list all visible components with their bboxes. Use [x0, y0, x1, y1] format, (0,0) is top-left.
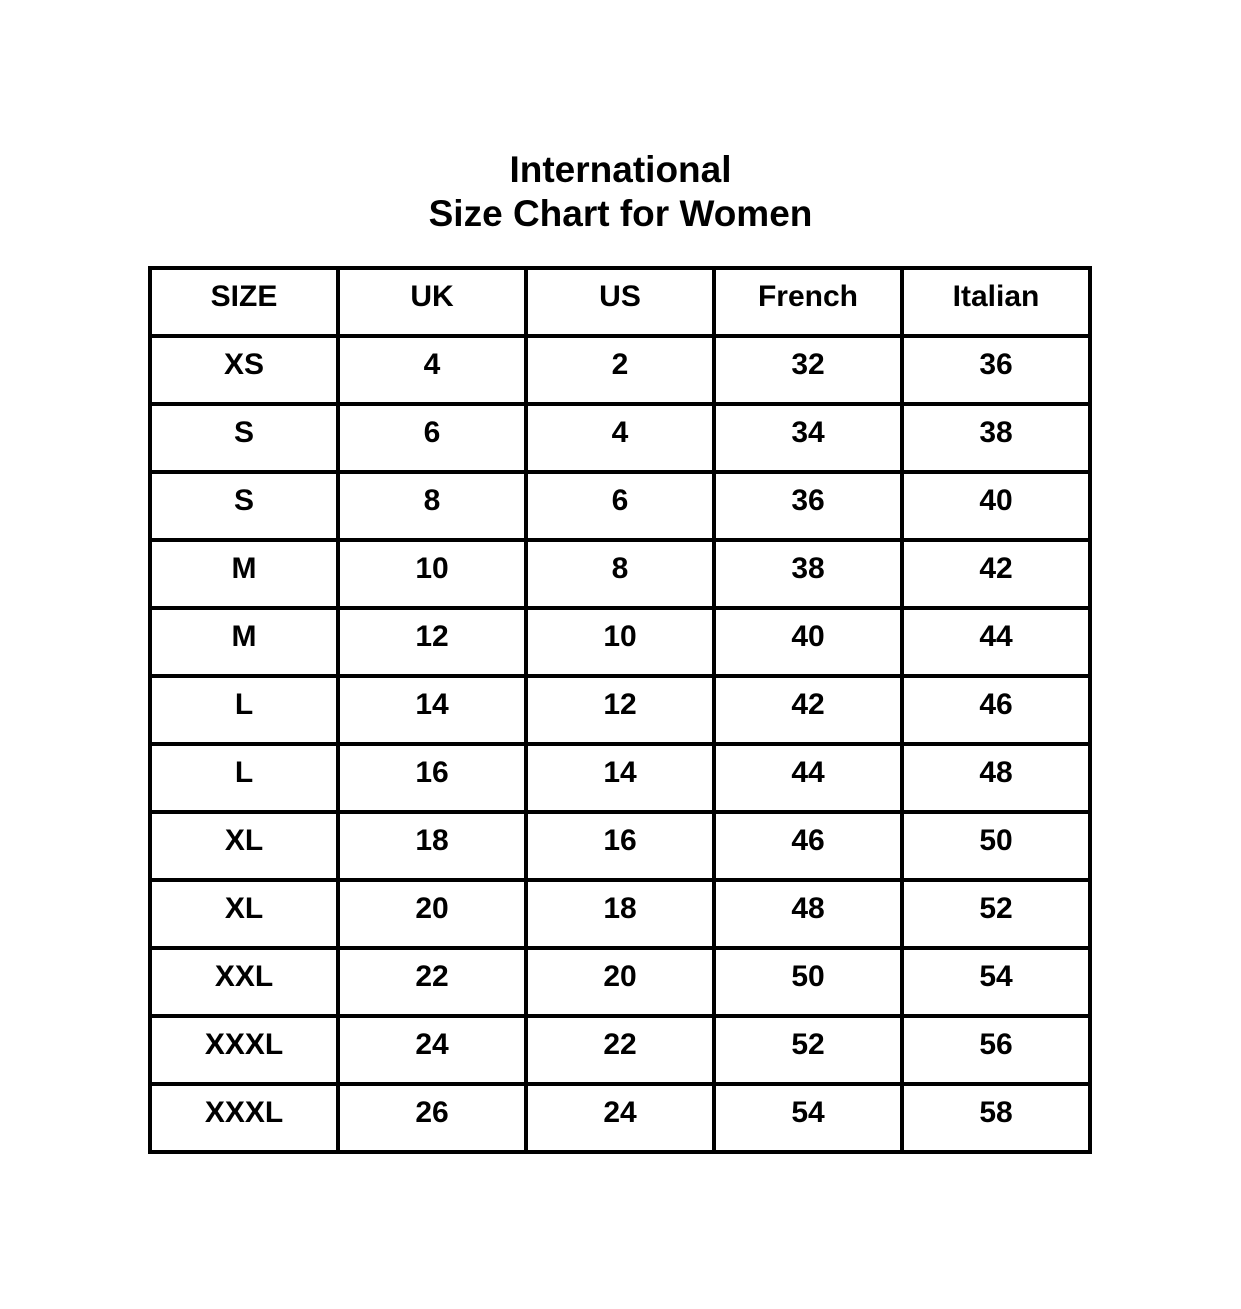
size-cell: L — [150, 676, 338, 744]
uk-cell: 10 — [338, 540, 526, 608]
size-chart-table — [148, 266, 1092, 1154]
table-row — [150, 608, 1090, 676]
italian-cell: 46 — [902, 676, 1090, 744]
us-cell: 12 — [526, 676, 714, 744]
uk-cell: 14 — [338, 676, 526, 744]
size-cell: XXL — [150, 948, 338, 1016]
table-row — [150, 1016, 1090, 1084]
uk-cell: 18 — [338, 812, 526, 880]
uk-cell: 22 — [338, 948, 526, 1016]
size-cell: S — [150, 404, 338, 472]
column-header-size: SIZE — [150, 268, 338, 336]
column-header-us: US — [526, 268, 714, 336]
size-cell: M — [150, 608, 338, 676]
uk-cell: 6 — [338, 404, 526, 472]
italian-cell: 48 — [902, 744, 1090, 812]
us-cell: 16 — [526, 812, 714, 880]
uk-cell: 20 — [338, 880, 526, 948]
table-row — [150, 404, 1090, 472]
size-cell: XXXL — [150, 1084, 338, 1152]
size-cell: XS — [150, 336, 338, 404]
table-row — [150, 540, 1090, 608]
french-cell: 46 — [714, 812, 902, 880]
size-cell: XL — [150, 880, 338, 948]
french-cell: 44 — [714, 744, 902, 812]
uk-cell: 24 — [338, 1016, 526, 1084]
table-row — [150, 812, 1090, 880]
italian-cell: 50 — [902, 812, 1090, 880]
uk-cell: 8 — [338, 472, 526, 540]
italian-cell: 40 — [902, 472, 1090, 540]
italian-cell: 58 — [902, 1084, 1090, 1152]
table-row — [150, 336, 1090, 404]
italian-cell: 36 — [902, 336, 1090, 404]
italian-cell: 56 — [902, 1016, 1090, 1084]
italian-cell: 38 — [902, 404, 1090, 472]
us-cell: 4 — [526, 404, 714, 472]
french-cell: 54 — [714, 1084, 902, 1152]
size-cell: L — [150, 744, 338, 812]
size-cell: XXXL — [150, 1016, 338, 1084]
us-cell: 8 — [526, 540, 714, 608]
size-cell: S — [150, 472, 338, 540]
table-row — [150, 948, 1090, 1016]
us-cell: 6 — [526, 472, 714, 540]
italian-cell: 52 — [902, 880, 1090, 948]
us-cell: 20 — [526, 948, 714, 1016]
us-cell: 10 — [526, 608, 714, 676]
french-cell: 32 — [714, 336, 902, 404]
french-cell: 36 — [714, 472, 902, 540]
us-cell: 2 — [526, 336, 714, 404]
french-cell: 50 — [714, 948, 902, 1016]
us-cell: 24 — [526, 1084, 714, 1152]
uk-cell: 12 — [338, 608, 526, 676]
column-header-italian: Italian — [902, 268, 1090, 336]
italian-cell: 42 — [902, 540, 1090, 608]
italian-cell: 54 — [902, 948, 1090, 1016]
table-row — [150, 1084, 1090, 1152]
size-cell: M — [150, 540, 338, 608]
table-header — [150, 268, 1090, 336]
french-cell: 40 — [714, 608, 902, 676]
size-cell: XL — [150, 812, 338, 880]
french-cell: 42 — [714, 676, 902, 744]
us-cell: 14 — [526, 744, 714, 812]
table-row — [150, 744, 1090, 812]
table-row — [150, 880, 1090, 948]
uk-cell: 4 — [338, 336, 526, 404]
header-row — [150, 268, 1090, 336]
italian-cell: 44 — [902, 608, 1090, 676]
french-cell: 34 — [714, 404, 902, 472]
column-header-uk: UK — [338, 268, 526, 336]
us-cell: 18 — [526, 880, 714, 948]
column-header-french: French — [714, 268, 902, 336]
table-row — [150, 676, 1090, 744]
uk-cell: 16 — [338, 744, 526, 812]
size-chart-body — [150, 336, 1090, 1152]
title-line-1: International — [509, 149, 732, 190]
chart-title — [0, 148, 1241, 236]
title-line-2: Size Chart for Women — [428, 193, 813, 234]
french-cell: 48 — [714, 880, 902, 948]
table-row — [150, 472, 1090, 540]
uk-cell: 26 — [338, 1084, 526, 1152]
us-cell: 22 — [526, 1016, 714, 1084]
french-cell: 38 — [714, 540, 902, 608]
french-cell: 52 — [714, 1016, 902, 1084]
